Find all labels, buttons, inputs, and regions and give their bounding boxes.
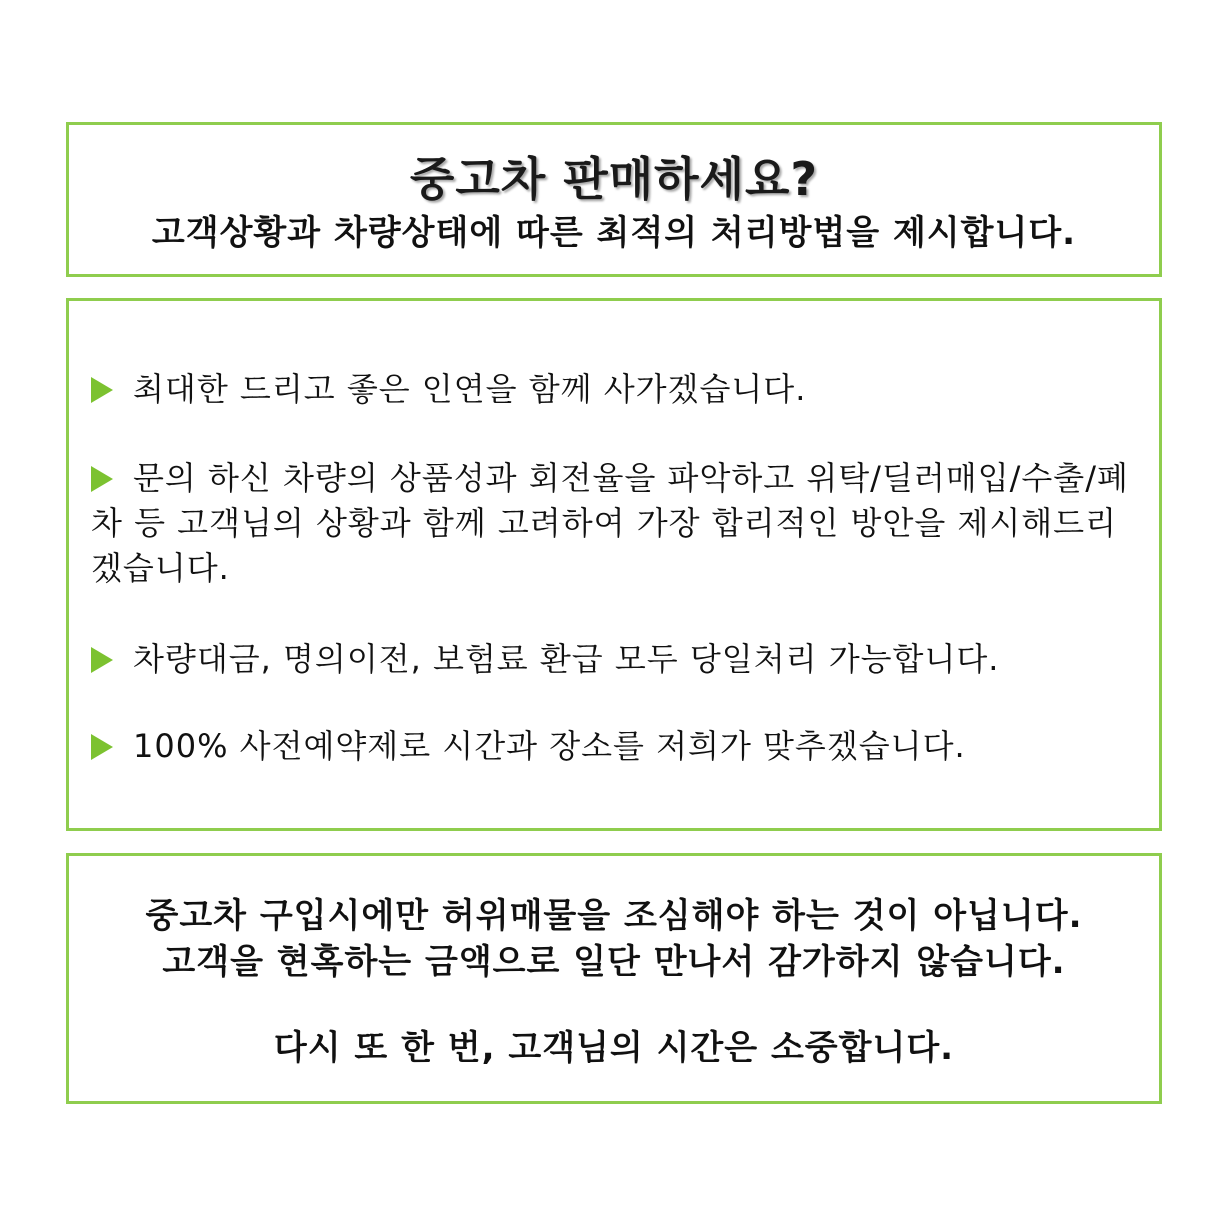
feature-text: 차량대금, 명의이전, 보험료 환급 모두 당일처리 가능합니다. — [133, 640, 1000, 678]
triangle-arrow-icon — [91, 466, 113, 492]
footer-box — [66, 853, 1162, 1104]
page-title: 중고차 판매하세요? — [409, 152, 819, 206]
triangle-arrow-icon — [91, 647, 113, 673]
feature-text: 최대한 드리고 좋은 인연을 함께 사가겠습니다. — [133, 370, 807, 408]
footer-line: 중고차 구입시에만 허위매물을 조심해야 하는 것이 아닙니다. — [145, 896, 1083, 936]
triangle-arrow-icon — [91, 734, 113, 760]
feature-item — [91, 724, 1137, 769]
features-box — [66, 298, 1162, 831]
feature-item — [91, 367, 1137, 412]
feature-text: 문의 하신 차량의 상품성과 회전율을 파악하고 위탁/딜러매입/수출/폐차 등 고객님의 상황과 함께 고려하여 가장 합리적인 방안을 제시해드리겠습니다. — [91, 459, 1129, 587]
footer-closing-line: 다시 또 한 번, 고객님의 시간은 소중합니다. — [273, 1028, 955, 1068]
triangle-arrow-icon — [91, 377, 113, 403]
footer-line: 고객을 현혹하는 금액으로 일단 만나서 감가하지 않습니다. — [162, 942, 1066, 982]
header-box — [66, 122, 1162, 277]
feature-text: 100% 사전예약제로 시간과 장소를 저희가 맞추겠습니다. — [133, 727, 966, 765]
feature-item — [91, 456, 1137, 591]
page-subtitle: 고객상황과 차량상태에 따른 최적의 처리방법을 제시합니다. — [151, 213, 1077, 253]
feature-item — [91, 637, 1137, 682]
